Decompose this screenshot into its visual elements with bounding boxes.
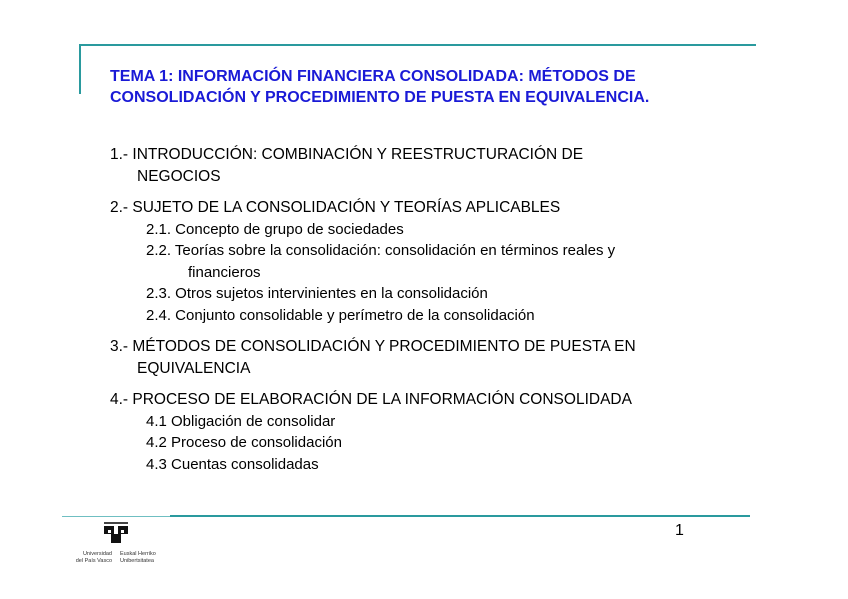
university-logo xyxy=(62,520,170,570)
section-4 xyxy=(110,389,790,475)
subsection-item xyxy=(146,219,790,241)
subsection-text: 2.3. Otros sujetos intervinientes en la consolidación xyxy=(146,285,488,302)
section-heading xyxy=(110,336,790,379)
subsection-text: 4.2 Proceso de consolidación xyxy=(146,434,342,451)
section-heading-text: 4.- PROCESO DE ELABORACIÓN DE LA INFORMACIÓN CONSOLIDADA xyxy=(110,391,632,408)
subsection-item xyxy=(146,432,790,454)
section-3 xyxy=(110,336,790,379)
university-name-es xyxy=(62,551,112,565)
subsection-list xyxy=(110,219,790,327)
subsection-text: 2.2. Teorías sobre la consolidación: consolidación en términos reales y xyxy=(146,242,616,259)
logo-rule xyxy=(62,516,170,517)
slide-content xyxy=(110,144,790,485)
slide-title xyxy=(110,66,750,108)
section-heading-continuation: EQUIVALENCIA xyxy=(137,359,251,377)
section-1 xyxy=(110,144,790,187)
slide-title-line-1: TEMA 1: INFORMACIÓN FINANCIERA CONSOLIDADA: MÉTODOS DE xyxy=(110,68,636,85)
section-heading-text: 3.- MÉTODOS DE CONSOLIDACIÓN Y PROCEDIMIENTO DE PUESTA EN xyxy=(110,338,636,355)
subsection-item xyxy=(146,283,790,305)
section-heading xyxy=(110,144,790,187)
header-rule xyxy=(79,44,756,46)
university-emblem-icon xyxy=(100,522,132,548)
header-side-rule xyxy=(79,44,81,94)
university-name-es-line-2: del País Vasco xyxy=(75,558,112,564)
subsection-list xyxy=(110,411,790,476)
subsection-continuation: financieros xyxy=(188,263,261,281)
subsection-item xyxy=(146,411,790,433)
section-heading xyxy=(110,197,790,219)
section-heading-text: 1.- INTRODUCCIÓN: COMBINACIÓN Y REESTRUCTURACIÓN DE xyxy=(110,146,584,163)
subsection-item xyxy=(146,240,790,283)
section-2 xyxy=(110,197,790,326)
slide-title-line-2: CONSOLIDACIÓN Y PROCEDIMIENTO DE PUESTA EN EQUIVALENCIA. xyxy=(110,89,650,106)
subsection-item xyxy=(146,305,790,327)
subsection-text: 4.3 Cuentas consolidadas xyxy=(146,455,319,473)
subsection-item xyxy=(146,454,790,476)
section-heading-text: 2.- SUJETO DE LA CONSOLIDACIÓN Y TEORÍAS APLICABLES xyxy=(110,199,561,216)
subsection-text: 2.4. Conjunto consolidable y perímetro de la consolidación xyxy=(146,306,535,324)
university-name-eu xyxy=(120,551,170,565)
university-name-es-line-1: Universidad xyxy=(82,551,112,557)
section-heading xyxy=(110,389,790,411)
subsection-text: 2.1. Concepto de grupo de sociedades xyxy=(146,220,404,238)
university-name-eu-line-1: Euskal Herriko xyxy=(120,551,156,557)
section-heading-continuation: NEGOCIOS xyxy=(137,167,221,185)
university-name-eu-line-2: Unibertsitatea xyxy=(120,558,154,564)
page-number: 1 xyxy=(675,522,684,539)
footer-rule xyxy=(170,515,750,517)
subsection-text: 4.1 Obligación de consolidar xyxy=(146,412,336,430)
